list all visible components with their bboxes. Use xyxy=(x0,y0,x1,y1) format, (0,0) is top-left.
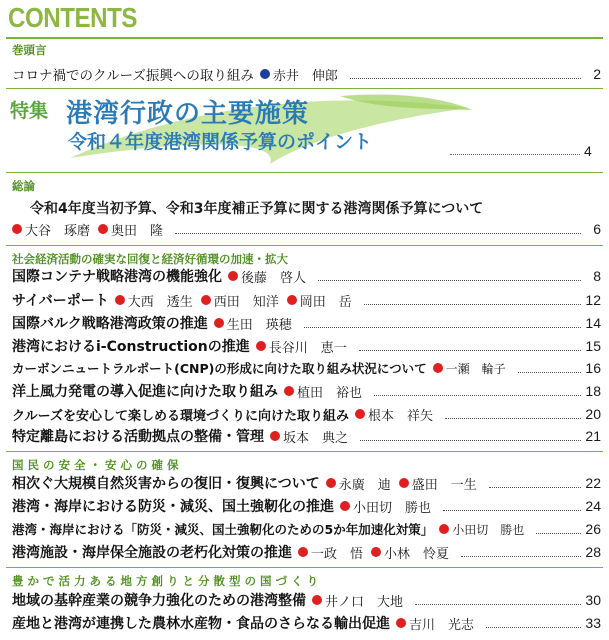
page-number: 21 xyxy=(585,428,601,444)
entry-title: 港湾・海岸における「防災・減災、国土強靭化のための5か年加速化対策」 xyxy=(12,522,434,537)
bullet-icon xyxy=(228,271,238,281)
bullet-icon xyxy=(287,295,297,305)
page-number: 28 xyxy=(585,544,601,560)
entry-authors xyxy=(260,65,346,84)
entry-authors xyxy=(214,314,300,333)
section-opening: 巻頭言 xyxy=(12,43,47,57)
dot-leader xyxy=(374,395,581,396)
author-name: 井ノ口 大地 xyxy=(325,594,404,610)
toc-entry[interactable] xyxy=(12,313,601,333)
entry-title: 国際コンテナ戦略港湾の機能強化 xyxy=(12,269,222,285)
dot-leader xyxy=(518,372,581,373)
page-number: 6 xyxy=(593,221,601,237)
bullet-icon xyxy=(396,618,406,628)
bullet-icon xyxy=(340,501,350,511)
section-overview: 総論 xyxy=(12,179,35,193)
entry-title: 相次ぐ大規模自然災害からの復旧・復興について xyxy=(12,476,320,492)
page-number: 33 xyxy=(585,615,601,631)
feature-label: 特集 xyxy=(10,100,49,122)
toc-entry[interactable] xyxy=(12,290,601,310)
entry-title[interactable]: 令和4年度当初予算、令和3年度補正予算に関する港湾関係予算について xyxy=(30,201,484,217)
page-number: 8 xyxy=(593,268,601,284)
page-number: 2 xyxy=(593,66,601,82)
page-number: 4 xyxy=(584,143,592,159)
entry-title: 地域の基幹産業の競争力強化のための港湾整備 xyxy=(12,593,306,609)
entry-authors xyxy=(433,360,514,377)
entry-authors xyxy=(298,543,457,562)
dot-leader xyxy=(304,327,581,328)
author-name: 小林 怜夏 xyxy=(384,546,450,562)
section-heading-3: 豊 か で 活 力 あ る 地 方 創 り と 分 散 型 の 国 づ く り xyxy=(12,574,319,588)
toc-entry-opening[interactable] xyxy=(12,64,601,84)
entry-authors xyxy=(228,267,314,286)
divider xyxy=(6,451,603,452)
entry-title: 港湾・海岸における防災・減災、国土強靭化の推進 xyxy=(12,499,334,515)
section-heading-2: 国 民 の 安 全 ・ 安 心 の 確 保 xyxy=(12,458,179,472)
dot-leader xyxy=(318,280,581,281)
bullet-icon xyxy=(256,341,266,351)
entry-authors xyxy=(355,405,441,424)
page-number: 14 xyxy=(585,315,601,331)
entry-title: 港湾におけるi-Constructionの推進 xyxy=(12,339,250,355)
dot-leader xyxy=(359,350,581,351)
entry-authors xyxy=(270,427,356,446)
author-name: 生田 瑛穂 xyxy=(226,317,292,333)
dot-leader xyxy=(175,233,581,234)
entry-authors xyxy=(439,521,532,538)
author-name: 一瀬 輪子 xyxy=(445,361,506,376)
dot-leader xyxy=(461,556,581,557)
bullet-icon xyxy=(433,363,443,373)
author-name: 坂本 典之 xyxy=(283,430,349,446)
author-name: 赤井 伸郎 xyxy=(272,68,338,84)
dot-leader xyxy=(350,78,581,79)
dot-leader xyxy=(450,154,580,155)
entry-authors xyxy=(312,591,411,610)
author-name: 長谷川 恵一 xyxy=(268,340,347,356)
bullet-icon xyxy=(270,431,280,441)
page-number: 22 xyxy=(585,475,601,491)
author-name: 岡田 岳 xyxy=(299,294,352,310)
entry-authors xyxy=(256,337,355,356)
entry-title: 国際バルク戦略港湾政策の推進 xyxy=(12,316,208,332)
author-name: 吉川 光志 xyxy=(409,617,475,633)
bullet-icon xyxy=(260,69,270,79)
dot-leader xyxy=(445,418,581,419)
entry-title: サイバーポート xyxy=(12,293,109,309)
dot-leader xyxy=(536,533,581,534)
dot-leader xyxy=(360,440,581,441)
page-number: 24 xyxy=(585,498,601,514)
toc-entry[interactable] xyxy=(12,426,601,446)
author-name: 永廣 迪 xyxy=(338,477,391,493)
toc-entry[interactable] xyxy=(12,358,601,378)
bullet-icon xyxy=(98,224,108,234)
author-name: 根本 祥矢 xyxy=(367,408,433,424)
page-number: 26 xyxy=(585,521,601,537)
toc-entry-overview[interactable] xyxy=(12,219,601,239)
author-name: 西田 知洋 xyxy=(213,294,279,310)
bullet-icon xyxy=(12,224,22,234)
dot-leader xyxy=(443,510,581,511)
page-number: 18 xyxy=(585,383,601,399)
bullet-icon xyxy=(326,478,336,488)
divider xyxy=(6,567,603,568)
divider xyxy=(6,245,603,246)
dot-leader xyxy=(415,604,581,605)
author-name: 一政 悟 xyxy=(311,546,364,562)
divider xyxy=(6,172,603,173)
entry-authors xyxy=(284,382,370,401)
page-number: 20 xyxy=(585,406,601,422)
dot-leader xyxy=(486,627,581,628)
toc-entry[interactable] xyxy=(12,613,601,633)
entry-authors xyxy=(115,291,360,310)
dot-leader xyxy=(364,304,581,305)
entry-title: 洋上風力発電の導入促進に向けた取り組み xyxy=(12,384,278,400)
entry-title: クルーズを安心して楽しめる環境づくりに向けた取り組み xyxy=(12,408,349,424)
entry-title: 特定離島における活動拠点の整備・管理 xyxy=(12,429,264,445)
bullet-icon xyxy=(312,595,322,605)
bullet-icon xyxy=(115,295,125,305)
contents-title: CONTENTS xyxy=(8,2,137,33)
bullet-icon xyxy=(284,386,294,396)
toc-entry[interactable] xyxy=(12,336,601,356)
author-name: 小田切 勝也 xyxy=(452,522,525,537)
dot-leader xyxy=(489,487,581,488)
section-heading-1: 社会経済活動の確実な回復と経済好循環の加速・拡大 xyxy=(12,252,288,266)
entry-title: 産地と港湾が連携した農林水産物・食品のさらなる輸出促進 xyxy=(12,616,390,632)
bullet-icon xyxy=(439,524,449,534)
bullet-icon xyxy=(355,409,365,419)
author-name: 大西 透生 xyxy=(127,294,193,310)
entry-title: コロナ禍でのクルーズ振興への取り組み xyxy=(12,68,254,84)
toc-entry[interactable] xyxy=(12,266,601,286)
page-number: 12 xyxy=(585,292,601,308)
bullet-icon xyxy=(298,547,308,557)
toc-entry[interactable] xyxy=(12,404,601,424)
toc-entry[interactable] xyxy=(12,496,601,516)
entry-authors xyxy=(326,474,485,493)
entry-title: カーボンニュートラルポート(CNP)の形成に向けた取り組み状況について xyxy=(12,361,427,376)
author-name: 植田 裕也 xyxy=(297,385,363,401)
toc-entry[interactable] xyxy=(12,542,601,562)
header-rule xyxy=(6,37,603,39)
author-name: 大谷 琢磨 xyxy=(25,223,91,239)
entry-authors xyxy=(396,614,482,633)
bullet-icon xyxy=(399,478,409,488)
entry-authors xyxy=(340,497,439,516)
bullet-icon xyxy=(371,547,381,557)
feature-subtitle: 令和４年度港湾関係予算のポイント xyxy=(68,131,373,153)
toc-entry[interactable] xyxy=(12,590,601,610)
page-number: 30 xyxy=(585,592,601,608)
entry-authors xyxy=(12,220,171,239)
toc-entry[interactable] xyxy=(12,473,601,493)
bullet-icon xyxy=(201,295,211,305)
page-number: 16 xyxy=(585,360,601,376)
author-name: 盛田 一生 xyxy=(411,477,477,493)
feature-title: 港湾行政の主要施策 xyxy=(66,99,310,129)
bullet-icon xyxy=(214,318,224,328)
author-name: 後藤 啓人 xyxy=(241,270,307,286)
entry-title: 港湾施設・海岸保全施設の老朽化対策の推進 xyxy=(12,545,292,561)
toc-entry[interactable] xyxy=(12,381,601,401)
toc-entry[interactable] xyxy=(12,519,601,539)
page-number: 15 xyxy=(585,338,601,354)
author-name: 奥田 隆 xyxy=(111,223,164,239)
author-name: 小田切 勝也 xyxy=(353,500,432,516)
